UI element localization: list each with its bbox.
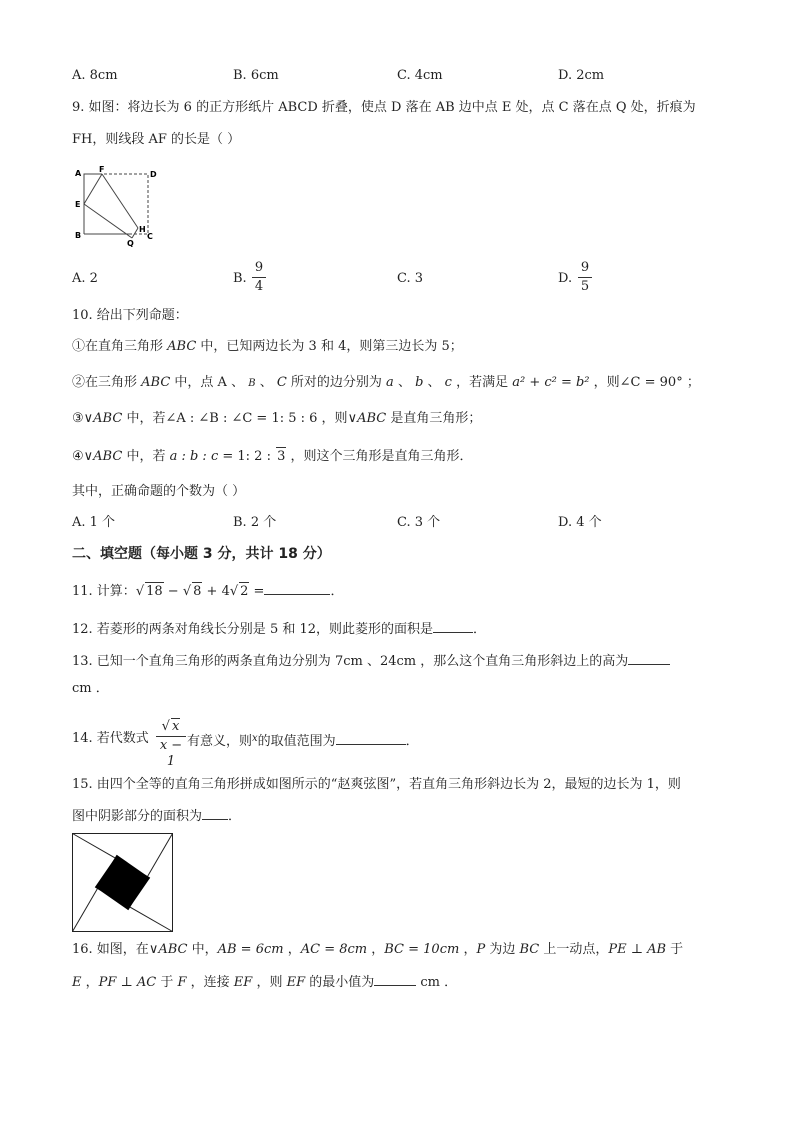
q8-option-a: A. 8cm	[72, 68, 118, 83]
q9-option-d-prefix: D.	[558, 271, 573, 286]
q13-line1: 13. 已知一个直角三角形的两条直角边分别为 7cm 、24cm ，那么这个直角三角形斜边上的高为	[72, 652, 670, 671]
zhao-shuang-diagram	[72, 833, 173, 932]
sqrt-radicand: 3	[277, 449, 286, 464]
q8-option-b: B. 6cm	[233, 68, 279, 83]
q11-line: 11. 计算：√ 18 − √ 8 + 4√ 2 = ．	[72, 584, 344, 599]
q15-line2: 图中阴影部分的面积为 ．	[72, 809, 242, 824]
q9-option-b-fraction	[252, 260, 266, 295]
q10-option-d: D. 4 个	[558, 515, 602, 530]
q10-statement-2: ②在三角形 ABC 中，点 A 、 B 、 C 所对的边分别为 a 、 b 、 c ，若满足 a² + c² = b² ，则∠C = 90° ；	[72, 375, 700, 390]
figure-label-d: D	[150, 170, 157, 179]
q12-line: 12. 若菱形的两条对角线长分别是 5 和 12，则此菱形的面积是 ．	[72, 622, 487, 637]
answer-blank[interactable]	[628, 652, 670, 665]
figure-label-b: B	[75, 231, 82, 240]
q9-option-d-fraction	[578, 260, 592, 295]
section-2-title: 二、填空题（每小题 3 分，共计 18 分）	[72, 546, 331, 562]
q16-line2: E ，PF ⊥ AC 于 F ，连接 EF ，则 EF 的最小值为 cm ．	[72, 975, 458, 990]
figure-label-c: C	[147, 232, 153, 241]
fraction-denominator: 5	[580, 279, 590, 294]
figure-label-e: E	[75, 200, 81, 209]
q9-line2: FH，则线段 AF 的长是（ ）	[72, 132, 241, 147]
fraction-numerator: 9	[580, 260, 590, 275]
q9-line1: 9. 如图：将边长为 6 的正方形纸片 ABCD 折叠，使点 D 落在 AB 边中点 E 处，点 C 落在点 Q 处，折痕为	[72, 100, 696, 115]
figure-label-a: A	[75, 169, 82, 178]
answer-blank[interactable]	[202, 807, 228, 820]
figure-label-f: F	[99, 165, 105, 174]
q14-suffix: 有意义，则$^x$的取值范围为 ．	[187, 733, 419, 749]
q9-option-c: C. 3	[397, 271, 424, 286]
q9-option-b-prefix: B.	[233, 271, 247, 286]
q16-line1: 16. 如图，在∨ABC 中，AB = 6cm ，AC = 8cm ，BC = 10cm ，P 为边 BC 上一动点，PE ⊥ AB 于	[72, 942, 684, 957]
answer-blank[interactable]	[374, 973, 416, 986]
q10-statement-4: ④∨ABC 中，若 a : b : c = 1: 2 : 3 ，则这个三角形是直角三角形．	[72, 449, 473, 464]
q15-line1: 15. 由四个全等的直角三角形拼成如图所示的“赵爽弦图”，若直角三角形斜边长为 2，最短的边长为 1，则	[72, 777, 681, 792]
q10-statement-3: ③∨ABC 中，若∠A : ∠B : ∠C = 1: 5 : 6 ，则∨ABC 是直角三角形；	[72, 411, 482, 426]
q13-line2: cm ．	[72, 681, 109, 696]
answer-blank[interactable]	[433, 620, 473, 633]
q14-fraction: √ x x − 1	[156, 718, 186, 770]
q10-question: 其中，正确命题的个数为（ ）	[72, 484, 246, 499]
q10-option-a: A. 1 个	[72, 515, 116, 530]
q10-statement-1: ①在直角三角形 ABC 中，已知两边长为 3 和 4，则第三边长为 5；	[72, 339, 463, 354]
q9-square-figure	[72, 164, 164, 248]
q8-option-d: D. 2cm	[558, 68, 605, 83]
q9-option-a: A. 2	[72, 271, 98, 286]
q10-option-c: C. 3 个	[397, 515, 441, 530]
fraction-denominator: 4	[254, 279, 264, 294]
q8-option-c: C. 4cm	[397, 68, 443, 83]
q10-intro: 10. 给出下列命题：	[72, 308, 188, 323]
fraction-numerator: 9	[254, 260, 264, 275]
answer-blank[interactable]	[336, 732, 406, 745]
q14-prefix: 14. 若代数式	[72, 731, 149, 746]
answer-blank[interactable]	[264, 582, 330, 595]
figure-label-h: H	[139, 225, 146, 234]
figure-label-q: Q	[127, 239, 134, 248]
q10-option-b: B. 2 个	[233, 515, 277, 530]
